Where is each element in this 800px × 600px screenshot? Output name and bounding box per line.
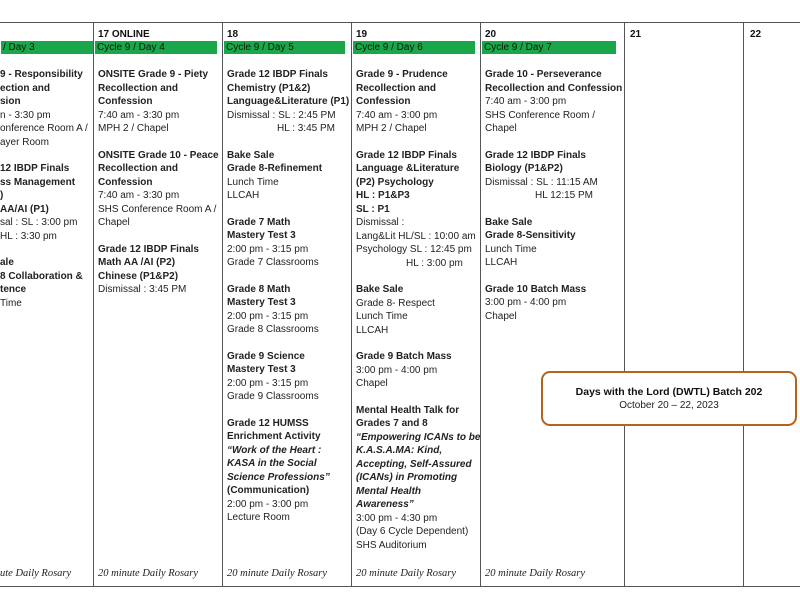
event-line: MPH 2 / Chapel [98, 123, 169, 134]
event-line: (ICANs) in Promoting [356, 472, 458, 483]
calendar-event [227, 283, 349, 337]
event-line: 3:00 pm - 4:30 pm [356, 512, 438, 524]
event-line: Lang&Lit HL/SL : 10:00 am [356, 230, 476, 242]
event-line: Grade 9 Batch Mass [356, 351, 452, 362]
event-line: Recollection and Confession [485, 82, 623, 94]
event-line: n - 3:30 pm [0, 109, 51, 121]
event-line: Confession [98, 96, 153, 107]
event-line: Grade 12 IBDP Finals [227, 69, 328, 80]
day-column [223, 22, 351, 586]
event-line: Confession [98, 176, 153, 188]
event-line: Grade 8 Classrooms [227, 324, 319, 335]
calendar-event [356, 404, 480, 553]
event-line: HL : P1&P3 [356, 190, 410, 201]
event-line: HL 12:15 PM [535, 190, 593, 201]
event-line: Grade 9 - Prudence [356, 69, 448, 80]
event-line: 3:00 pm - 4:00 pm [356, 364, 438, 376]
event-line: 7:40 am - 3:30 pm [98, 190, 180, 201]
event-line: Mental Health Talk for [356, 404, 460, 416]
calendar-event [485, 149, 622, 203]
event-line: Science Professions” [227, 471, 330, 483]
day-number: 18 [227, 29, 239, 40]
calendar-event [227, 350, 349, 404]
event-line: Grade 7 Math [227, 216, 291, 228]
event-line: Dismissal : SL : 2:45 PM [227, 109, 336, 121]
event-line: “Work of the Heart : [227, 444, 322, 456]
event-list [0, 68, 88, 323]
event-line: Grade 12 IBDP Finals [356, 149, 457, 161]
event-line: KASA in the Social [227, 458, 317, 469]
event-line: ONSITE Grade 9 - Piety [98, 69, 209, 80]
day-column [94, 22, 222, 586]
event-line: Confession [356, 96, 411, 107]
event-line: Grade 7 Classrooms [227, 257, 319, 268]
event-line: Mastery Test 3 [227, 230, 296, 241]
event-line: 3:00 pm - 4:00 pm [485, 297, 567, 308]
event-line: Time [0, 297, 22, 309]
calendar-event [0, 68, 88, 149]
calendar-event [98, 243, 219, 297]
cycle-day-bar: / Day 3 [1, 41, 93, 54]
event-line: Grade 9 Classrooms [227, 391, 319, 402]
event-line: Awareness” [356, 499, 414, 510]
event-line: Grade 12 HUMSS [227, 417, 309, 429]
calendar-event [356, 350, 480, 391]
event-line: SHS Conference Room A / [98, 203, 217, 215]
event-line: Grade 12 IBDP Finals [98, 243, 199, 255]
calendar-event [227, 149, 349, 203]
event-line: Grade 8-Refinement [227, 163, 323, 174]
daily-rosary-note: 20 minute Daily Rosary [98, 568, 199, 579]
event-line: Mastery Test 3 [227, 297, 296, 308]
calendar-event [485, 68, 622, 136]
event-line: LLCAH [485, 257, 518, 268]
event-line: 2:00 pm - 3:00 pm [227, 498, 309, 510]
event-line: Chapel [98, 217, 130, 228]
event-line: Grade 8 Math [227, 283, 291, 295]
event-line: Bake Sale [356, 284, 404, 295]
event-line: Bake Sale [485, 216, 533, 228]
event-line: Lunch Time [227, 176, 279, 188]
calendar-event [227, 216, 349, 270]
event-line: 2:00 pm - 3:15 pm [227, 377, 309, 389]
event-line: SL : P1 [356, 203, 390, 215]
event-line: 2:00 pm - 3:15 pm [227, 310, 309, 322]
event-line: 2:00 pm - 3:15 pm [227, 243, 309, 255]
event-line: SHS Conference Room / [485, 109, 596, 121]
event-line: Recollection and [98, 163, 179, 174]
event-line: 7:40 am - 3:00 pm [356, 109, 438, 121]
event-line: Chemistry (P1&2) [227, 82, 311, 94]
event-line: ) [0, 190, 4, 201]
day-number: 22 [750, 29, 762, 40]
event-line: Grade 9 Science [227, 350, 305, 362]
event-line: Language &Literature [356, 163, 460, 174]
event-line: AA/AI (P1) [0, 203, 49, 215]
event-line: Lunch Time [485, 243, 537, 255]
event-list [98, 68, 219, 310]
calendar-event [227, 68, 349, 136]
event-line: onference Room A / [0, 123, 88, 134]
calendar-event [485, 283, 622, 324]
callout-dates: October 20 – 22, 2023 [619, 400, 719, 411]
event-line: Accepting, Self-Assured [356, 458, 472, 470]
event-line: Lecture Room [227, 512, 290, 523]
cycle-day-bar: Cycle 9 / Day 5 [224, 41, 345, 54]
calendar-event [98, 68, 219, 136]
daily-rosary-note: 20 minute Daily Rosary [356, 568, 457, 579]
event-line: (Day 6 Cycle Dependent) [356, 526, 469, 537]
event-line: 7:40 am - 3:30 pm [98, 109, 180, 121]
event-line: sal : SL : 3:00 pm [0, 217, 78, 228]
event-line: tence [0, 284, 27, 295]
event-line: HL : 3:00 pm [406, 257, 463, 269]
event-line: SHS Auditorium [356, 539, 427, 551]
event-line: Biology (P1&P2) [485, 163, 563, 174]
calendar-bottom-border [0, 586, 800, 587]
event-line: 8 Collaboration & [0, 270, 83, 282]
event-line: Grades 7 and 8 [356, 418, 428, 429]
event-line: Math AA /AI (P2) [98, 257, 176, 268]
day-column [352, 22, 480, 586]
event-line: Language&Literature (P1) [227, 96, 350, 107]
daily-rosary-note: 20 minute Daily Rosary [227, 568, 328, 579]
event-line: Psychology SL : 12:45 pm [356, 244, 472, 255]
event-line: HL : 3:45 PM [277, 123, 335, 134]
event-line: Grade 10 - Perseverance [485, 69, 602, 80]
daily-rosary-note: 20 minute Daily Rosary [485, 568, 586, 579]
event-line: K.A.S.A.MA: Kind, [356, 445, 443, 456]
event-line: ection and [0, 82, 51, 94]
cycle-day-bar: Cycle 9 / Day 4 [95, 41, 217, 54]
day-number: 17 ONLINE [98, 29, 150, 40]
event-line: 9 - Responsibility [0, 69, 83, 80]
day-number: 20 [485, 29, 497, 40]
day-number: 19 [356, 29, 368, 40]
day-column [625, 22, 743, 586]
calendar-event [356, 149, 480, 271]
event-line: Recollection and [356, 82, 437, 94]
cycle-day-bar: Cycle 9 / Day 7 [482, 41, 616, 54]
calendar-event [485, 216, 622, 270]
event-line: Grade 12 IBDP Finals [485, 149, 586, 161]
event-list [227, 68, 349, 538]
event-line: LLCAH [356, 324, 389, 336]
event-list [485, 68, 622, 336]
event-line: Chapel [485, 123, 517, 134]
event-line: (Communication) [227, 485, 310, 496]
event-line: Lunch Time [356, 311, 408, 322]
daily-rosary-note: ute Daily Rosary [0, 568, 72, 579]
event-line: (P2) Psychology [356, 176, 434, 188]
event-line: Mastery Test 3 [227, 364, 296, 375]
event-list [356, 68, 480, 565]
event-line: ss Management [0, 176, 76, 188]
callout-title: Days with the Lord (DWTL) Batch 202 [575, 386, 763, 398]
calendar-event [227, 417, 349, 525]
event-line: ale [0, 257, 14, 268]
event-line: Grade 8- Respect [356, 297, 435, 309]
day-number: 21 [630, 29, 642, 40]
calendar-event [356, 283, 480, 337]
event-line: Enrichment Activity [227, 431, 321, 442]
event-line: Chapel [356, 378, 388, 389]
event-line: ayer Room [0, 136, 49, 148]
event-line: Dismissal : SL : 11:15 AM [485, 176, 598, 188]
event-line: Grade 8-Sensitivity [485, 230, 576, 241]
calendar-event [356, 68, 480, 136]
day-column [0, 22, 93, 586]
event-line: Grade 10 Batch Mass [485, 283, 587, 295]
event-line: Mental Health [356, 485, 422, 497]
event-line: MPH 2 / Chapel [356, 123, 427, 134]
cycle-day-bar: Cycle 9 / Day 6 [353, 41, 475, 54]
event-line: ONSITE Grade 10 - Peace [98, 149, 219, 161]
event-line: 7:40 am - 3:00 pm [485, 96, 567, 107]
calendar-event [98, 149, 219, 230]
calendar-event [0, 256, 88, 310]
event-line: HL : 3:30 pm [0, 230, 57, 242]
event-line: 12 IBDP Finals [0, 163, 70, 174]
calendar-event [0, 162, 88, 243]
event-line: Chinese (P1&P2) [98, 270, 179, 282]
event-line: Bake Sale [227, 149, 275, 161]
event-line: Recollection and [98, 82, 179, 94]
event-line: Chapel [485, 310, 517, 322]
event-line: Dismissal : 3:45 PM [98, 284, 187, 295]
event-line: sion [0, 96, 21, 107]
day-column [481, 22, 624, 586]
day-column [744, 22, 800, 586]
dwtl-event-callout [541, 371, 797, 426]
event-line: “Empowering ICANs to be [356, 431, 480, 443]
event-line: LLCAH [227, 190, 260, 201]
event-line: Dismissal : [356, 217, 405, 228]
